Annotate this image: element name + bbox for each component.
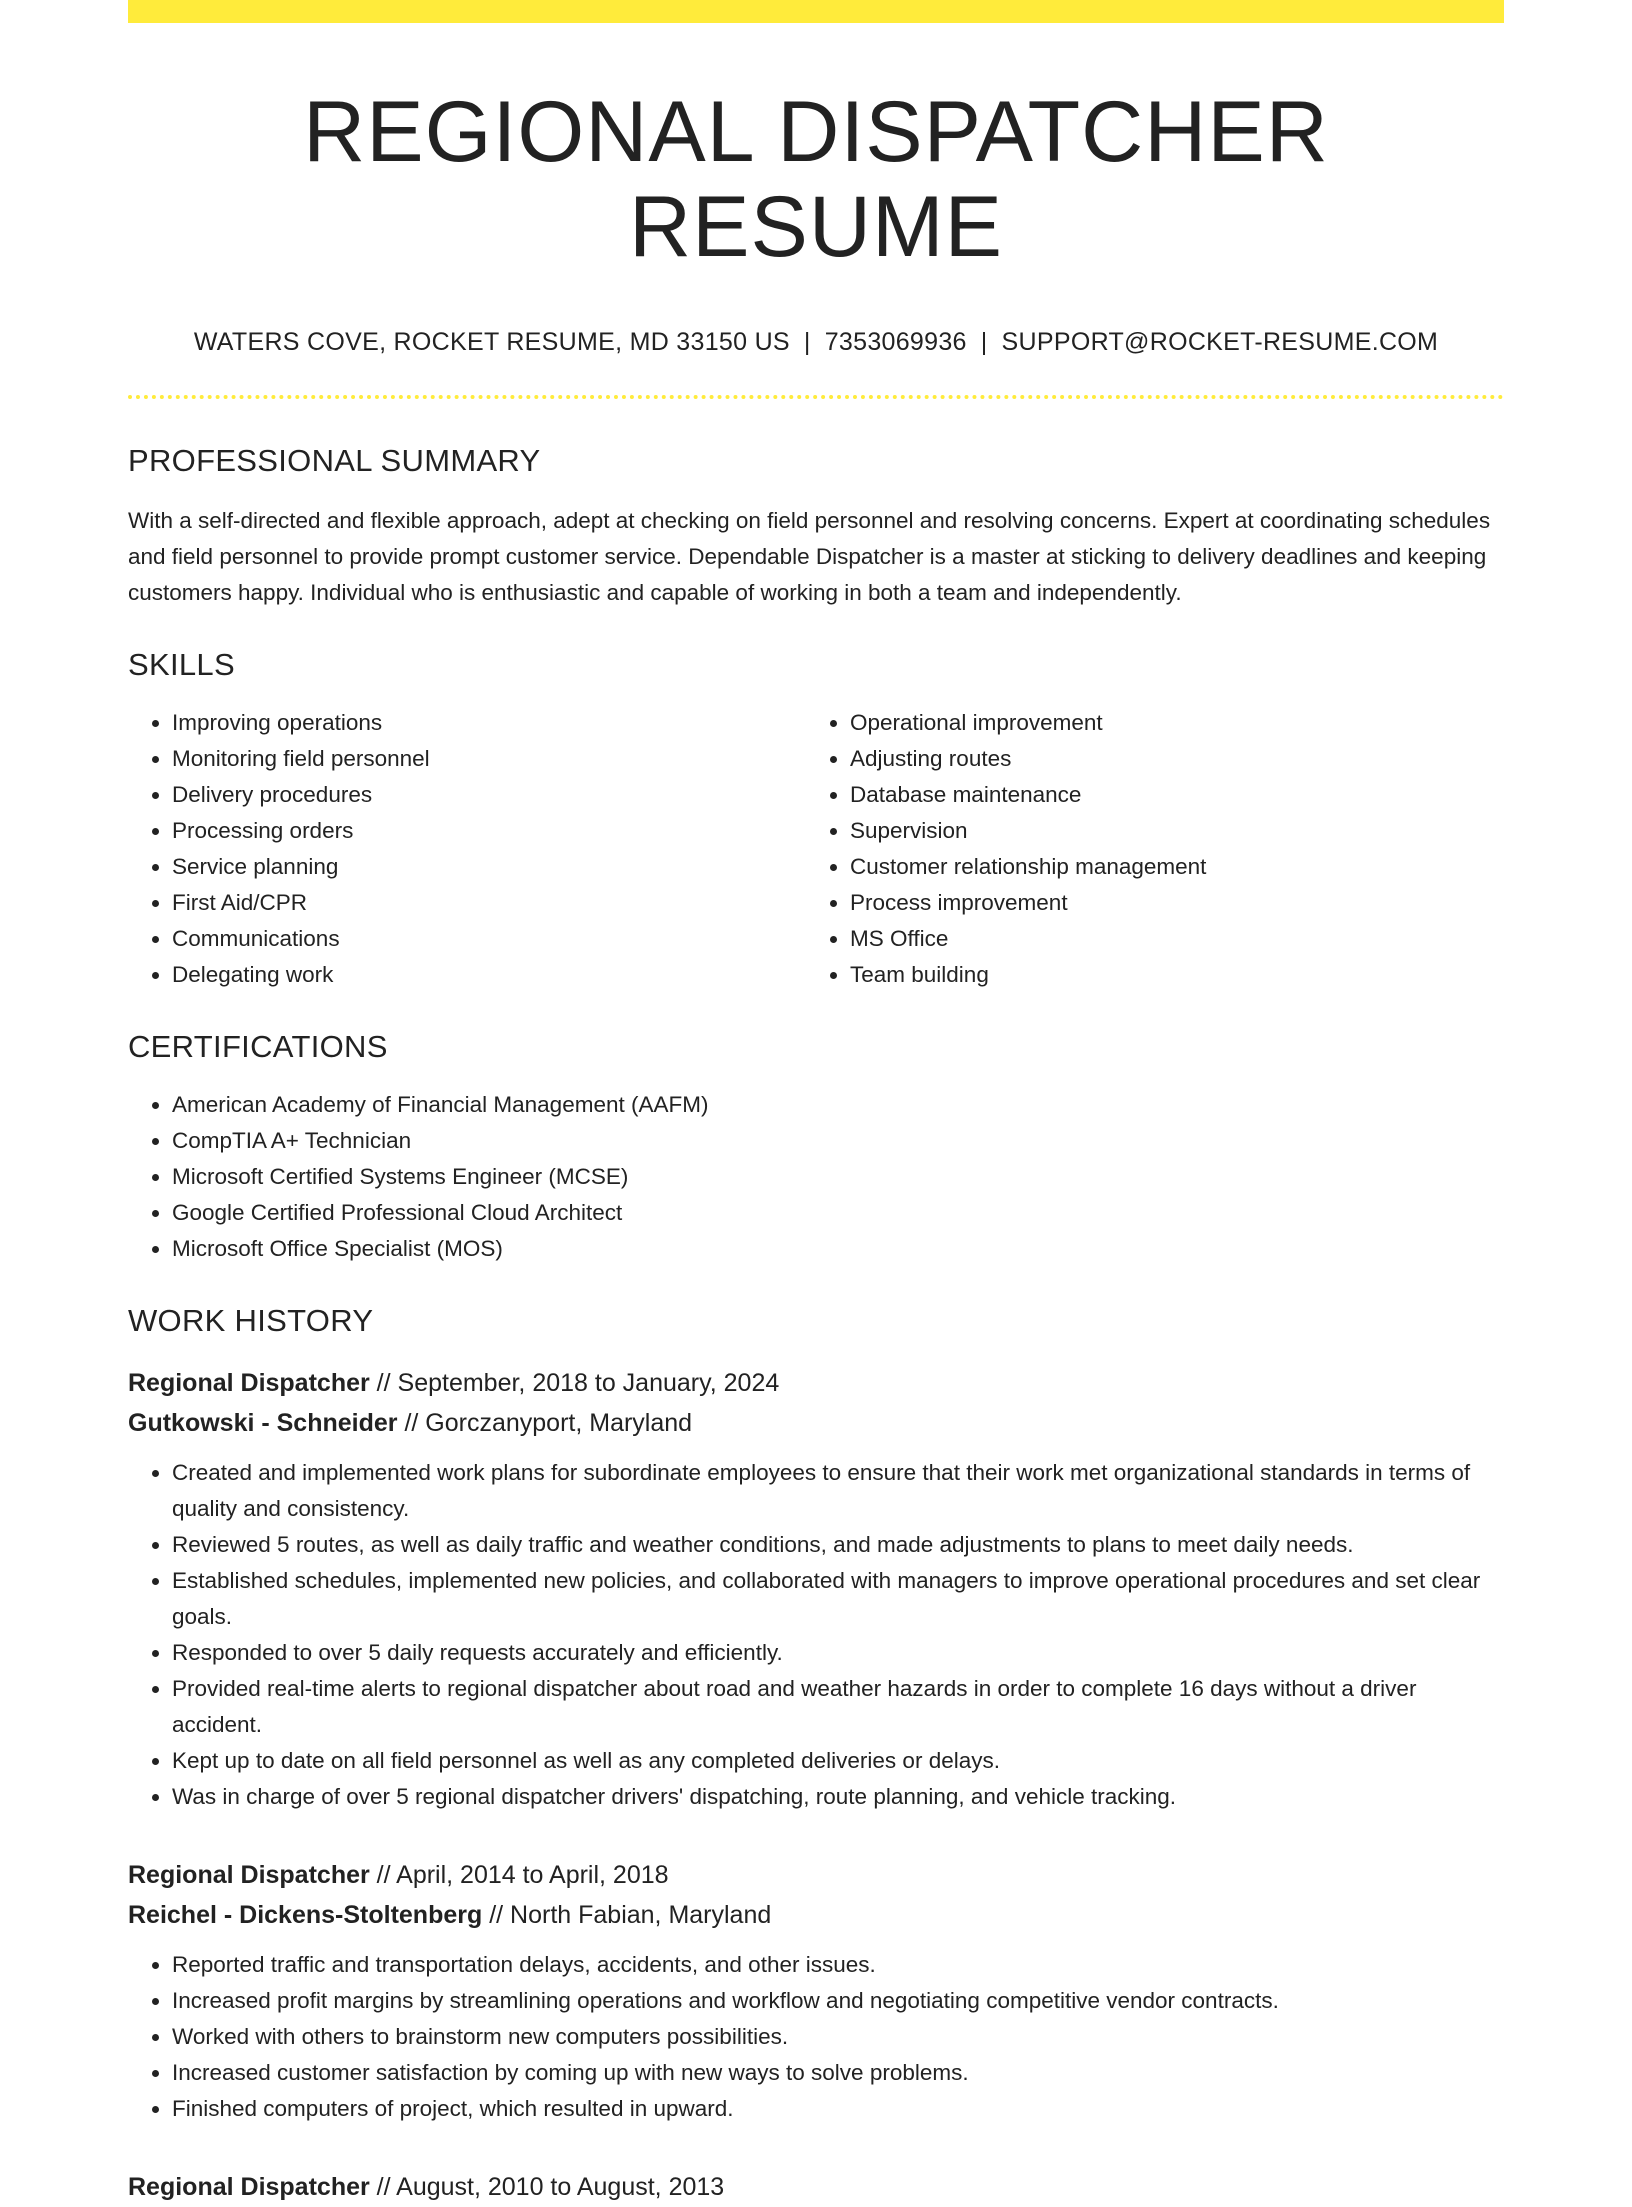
list-item: • Service planning [172, 849, 806, 885]
job-location: // North Fabian, Maryland [482, 1901, 772, 1930]
job-entry [128, 1363, 1504, 1815]
list-item: • American Academy of Financial Management (AAFM) [172, 1087, 1504, 1123]
list-item: • Kept up to date on all field personnel as well as any completed deliveries or delays. [172, 1743, 1504, 1779]
work-history-heading: WORK HISTORY [128, 1303, 374, 1339]
contact-line [128, 328, 1504, 357]
list-item: • Process improvement [850, 885, 1528, 921]
list-item: • Database maintenance [850, 777, 1528, 813]
list-item: • Microsoft Certified Systems Engineer (MCSE) [172, 1159, 1504, 1195]
certifications-list [128, 1087, 1504, 1267]
list-item: • Increased profit margins by streamlining operations and workflow and negotiating competitive vendor contracts. [172, 1983, 1504, 2019]
job-title: Regional Dispatcher [128, 1369, 370, 1398]
list-item: • Increased customer satisfaction by coming up with new ways to solve problems. [172, 2055, 1504, 2091]
list-item: • Reviewed 5 routes, as well as daily traffic and weather conditions, and made adjustments to plans to meet daily needs. [172, 1527, 1504, 1563]
contact-separator: | [803, 328, 811, 357]
list-item: • Monitoring field personnel [172, 741, 806, 777]
list-item: • Created and implemented work plans for subordinate employees to ensure that their work met organizational standards in terms of quality and consistency. [172, 1455, 1504, 1527]
job-company: Gutkowski - Schneider [128, 1409, 398, 1438]
contact-email: SUPPORT@ROCKET-RESUME.COM [1001, 328, 1439, 357]
skills-list-left [128, 705, 806, 993]
list-item: • MS Office [850, 921, 1528, 957]
list-item: • Google Certified Professional Cloud Architect [172, 1195, 1504, 1231]
job-bullets [128, 1455, 1504, 1815]
list-item: • Communications [172, 921, 806, 957]
contact-separator: | [980, 328, 988, 357]
contact-phone: 7353069936 [824, 328, 967, 357]
list-item: • CompTIA A+ Technician [172, 1123, 1504, 1159]
skills-columns [128, 705, 1504, 993]
job-company-line [128, 1403, 1504, 1443]
job-dates: // September, 2018 to January, 2024 [369, 1369, 780, 1398]
list-item: • Supervision [850, 813, 1528, 849]
job-title-line [128, 2167, 1504, 2207]
summary-text: With a self-directed and flexible approach, adept at checking on field personnel and resolving concerns. Expert at coordinating schedules and field personnel to provide prompt customer service. Dependable Dispatcher is a master at sticking to delivery deadlines and keeping customers happy. Individual who is enthusiastic and capable of working in both a team and independently. [128, 508, 1491, 606]
page-title: REGIONAL DISPATCHER RESUME [303, 84, 1329, 275]
list-item: • Microsoft Office Specialist (MOS) [172, 1231, 1504, 1267]
skills-section [128, 647, 1504, 993]
job-title: Regional Dispatcher [128, 2173, 370, 2202]
job-title: Regional Dispatcher [128, 1861, 370, 1890]
list-item: • First Aid/CPR [172, 885, 806, 921]
list-item: • Improving operations [172, 705, 806, 741]
skills-heading: SKILLS [128, 647, 235, 683]
job-entry [128, 2167, 1504, 2207]
job-dates: // April, 2014 to April, 2018 [369, 1861, 669, 1890]
list-item: • Finished computers of project, which resulted in upward. [172, 2091, 1504, 2127]
list-item: • Established schedules, implemented new policies, and collaborated with managers to improve operational procedures and set clear goals. [172, 1563, 1504, 1635]
list-item: • Team building [850, 957, 1528, 993]
contact-address: WATERS COVE, ROCKET RESUME, MD 33150 US [193, 328, 790, 357]
job-company: Reichel - Dickens-Stoltenberg [128, 1901, 483, 1930]
summary-section [128, 443, 1504, 611]
list-item: • Adjusting routes [850, 741, 1528, 777]
job-title-line [128, 1363, 1504, 1403]
job-title-line [128, 1855, 1504, 1895]
list-item: • Responded to over 5 daily requests accurately and efficiently. [172, 1635, 1504, 1671]
list-item: • Delegating work [172, 957, 806, 993]
list-item: • Reported traffic and transportation delays, accidents, and other issues. [172, 1947, 1504, 1983]
job-company-line [128, 1895, 1504, 1935]
list-item: • Worked with others to brainstorm new computers possibilities. [172, 2019, 1504, 2055]
list-item: • Processing orders [172, 813, 806, 849]
summary-heading: PROFESSIONAL SUMMARY [128, 443, 541, 479]
skills-list-right [806, 705, 1528, 993]
list-item: • Was in charge of over 5 regional dispatcher drivers' dispatching, route planning, and vehicle tracking. [172, 1779, 1504, 1815]
work-history-section [128, 1303, 1504, 2207]
job-bullets [128, 1947, 1504, 2127]
accent-top-bar [128, 0, 1504, 23]
certifications-section [128, 1029, 1504, 1267]
certifications-heading: CERTIFICATIONS [128, 1029, 388, 1065]
job-location: // Gorczanyport, Maryland [397, 1409, 693, 1438]
dotted-divider [128, 395, 1504, 399]
list-item: • Provided real-time alerts to regional dispatcher about road and weather hazards in order to complete 16 days without a driver accident. [172, 1671, 1504, 1743]
list-item: • Customer relationship management [850, 849, 1528, 885]
list-item: • Operational improvement [850, 705, 1528, 741]
resume-page [128, 0, 1504, 2207]
job-dates: // August, 2010 to August, 2013 [369, 2173, 725, 2202]
job-entry [128, 1855, 1504, 2127]
list-item: • Delivery procedures [172, 777, 806, 813]
